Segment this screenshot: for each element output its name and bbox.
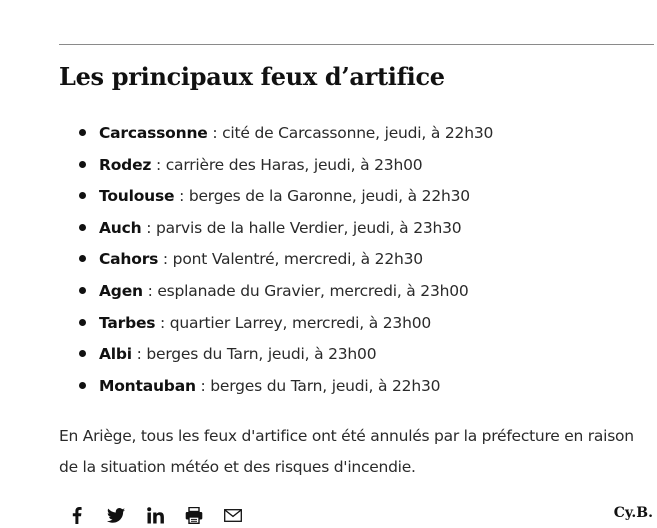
bullet-icon — [79, 287, 86, 294]
list-item — [78, 214, 493, 246]
city-name: Auch — [99, 218, 142, 237]
event-detail: : berges du Tarn, jeudi, à 23h00 — [131, 345, 377, 364]
list-item — [78, 119, 493, 151]
list-item — [78, 340, 493, 372]
event-detail: : carrière des Haras, jeudi, à 23h00 — [151, 155, 423, 174]
list-item — [78, 182, 493, 214]
event-detail: : berges du Tarn, jeudi, à 22h30 — [195, 376, 441, 395]
section-divider — [59, 44, 654, 45]
list-item — [78, 277, 493, 309]
bullet-icon — [79, 255, 86, 262]
city-name: Agen — [99, 281, 143, 300]
event-detail: : esplanade du Gravier, mercredi, à 23h00 — [142, 281, 469, 300]
city-name: Toulouse — [99, 187, 175, 206]
article-note: En Ariège, tous les feux d'artifice ont été annulés par la préfecture en raison de la situation météo et des risques d'incendie. — [59, 427, 634, 476]
section-title: Les principaux feux d’artifice — [59, 62, 445, 91]
event-detail: : cité de Carcassonne, jeudi, à 22h30 — [207, 124, 494, 142]
city-name: Albi — [99, 345, 132, 364]
facebook-icon[interactable] — [66, 504, 88, 526]
event-detail: : berges de la Garonne, jeudi, à 22h30 — [174, 187, 470, 206]
bullet-icon — [79, 350, 86, 357]
email-icon[interactable] — [222, 504, 244, 526]
list-item — [78, 151, 493, 183]
city-name: Rodez — [99, 155, 152, 174]
author-signature: Cy.B. — [613, 505, 653, 521]
bullet-icon — [79, 129, 86, 136]
event-detail: : pont Valentré, mercredi, à 22h30 — [158, 250, 423, 269]
bullet-icon — [79, 224, 86, 231]
bullet-icon — [79, 192, 86, 199]
city-name: Montauban — [99, 376, 196, 395]
event-detail: : quartier Larrey, mercredi, à 23h00 — [155, 313, 432, 332]
city-name: Tarbes — [99, 313, 156, 332]
list-item — [78, 309, 493, 341]
list-item — [78, 372, 493, 404]
print-icon[interactable] — [183, 504, 205, 526]
bullet-icon — [79, 382, 86, 389]
list-item — [78, 245, 493, 277]
city-name: Carcassonne — [99, 124, 208, 142]
bullet-icon — [79, 161, 86, 168]
twitter-icon[interactable] — [105, 504, 127, 526]
linkedin-icon[interactable] — [144, 504, 166, 526]
fireworks-list — [78, 119, 493, 403]
city-name: Cahors — [99, 250, 159, 269]
share-bar — [66, 504, 261, 526]
event-detail: : parvis de la halle Verdier, jeudi, à 23h30 — [141, 218, 462, 237]
bullet-icon — [79, 319, 86, 326]
